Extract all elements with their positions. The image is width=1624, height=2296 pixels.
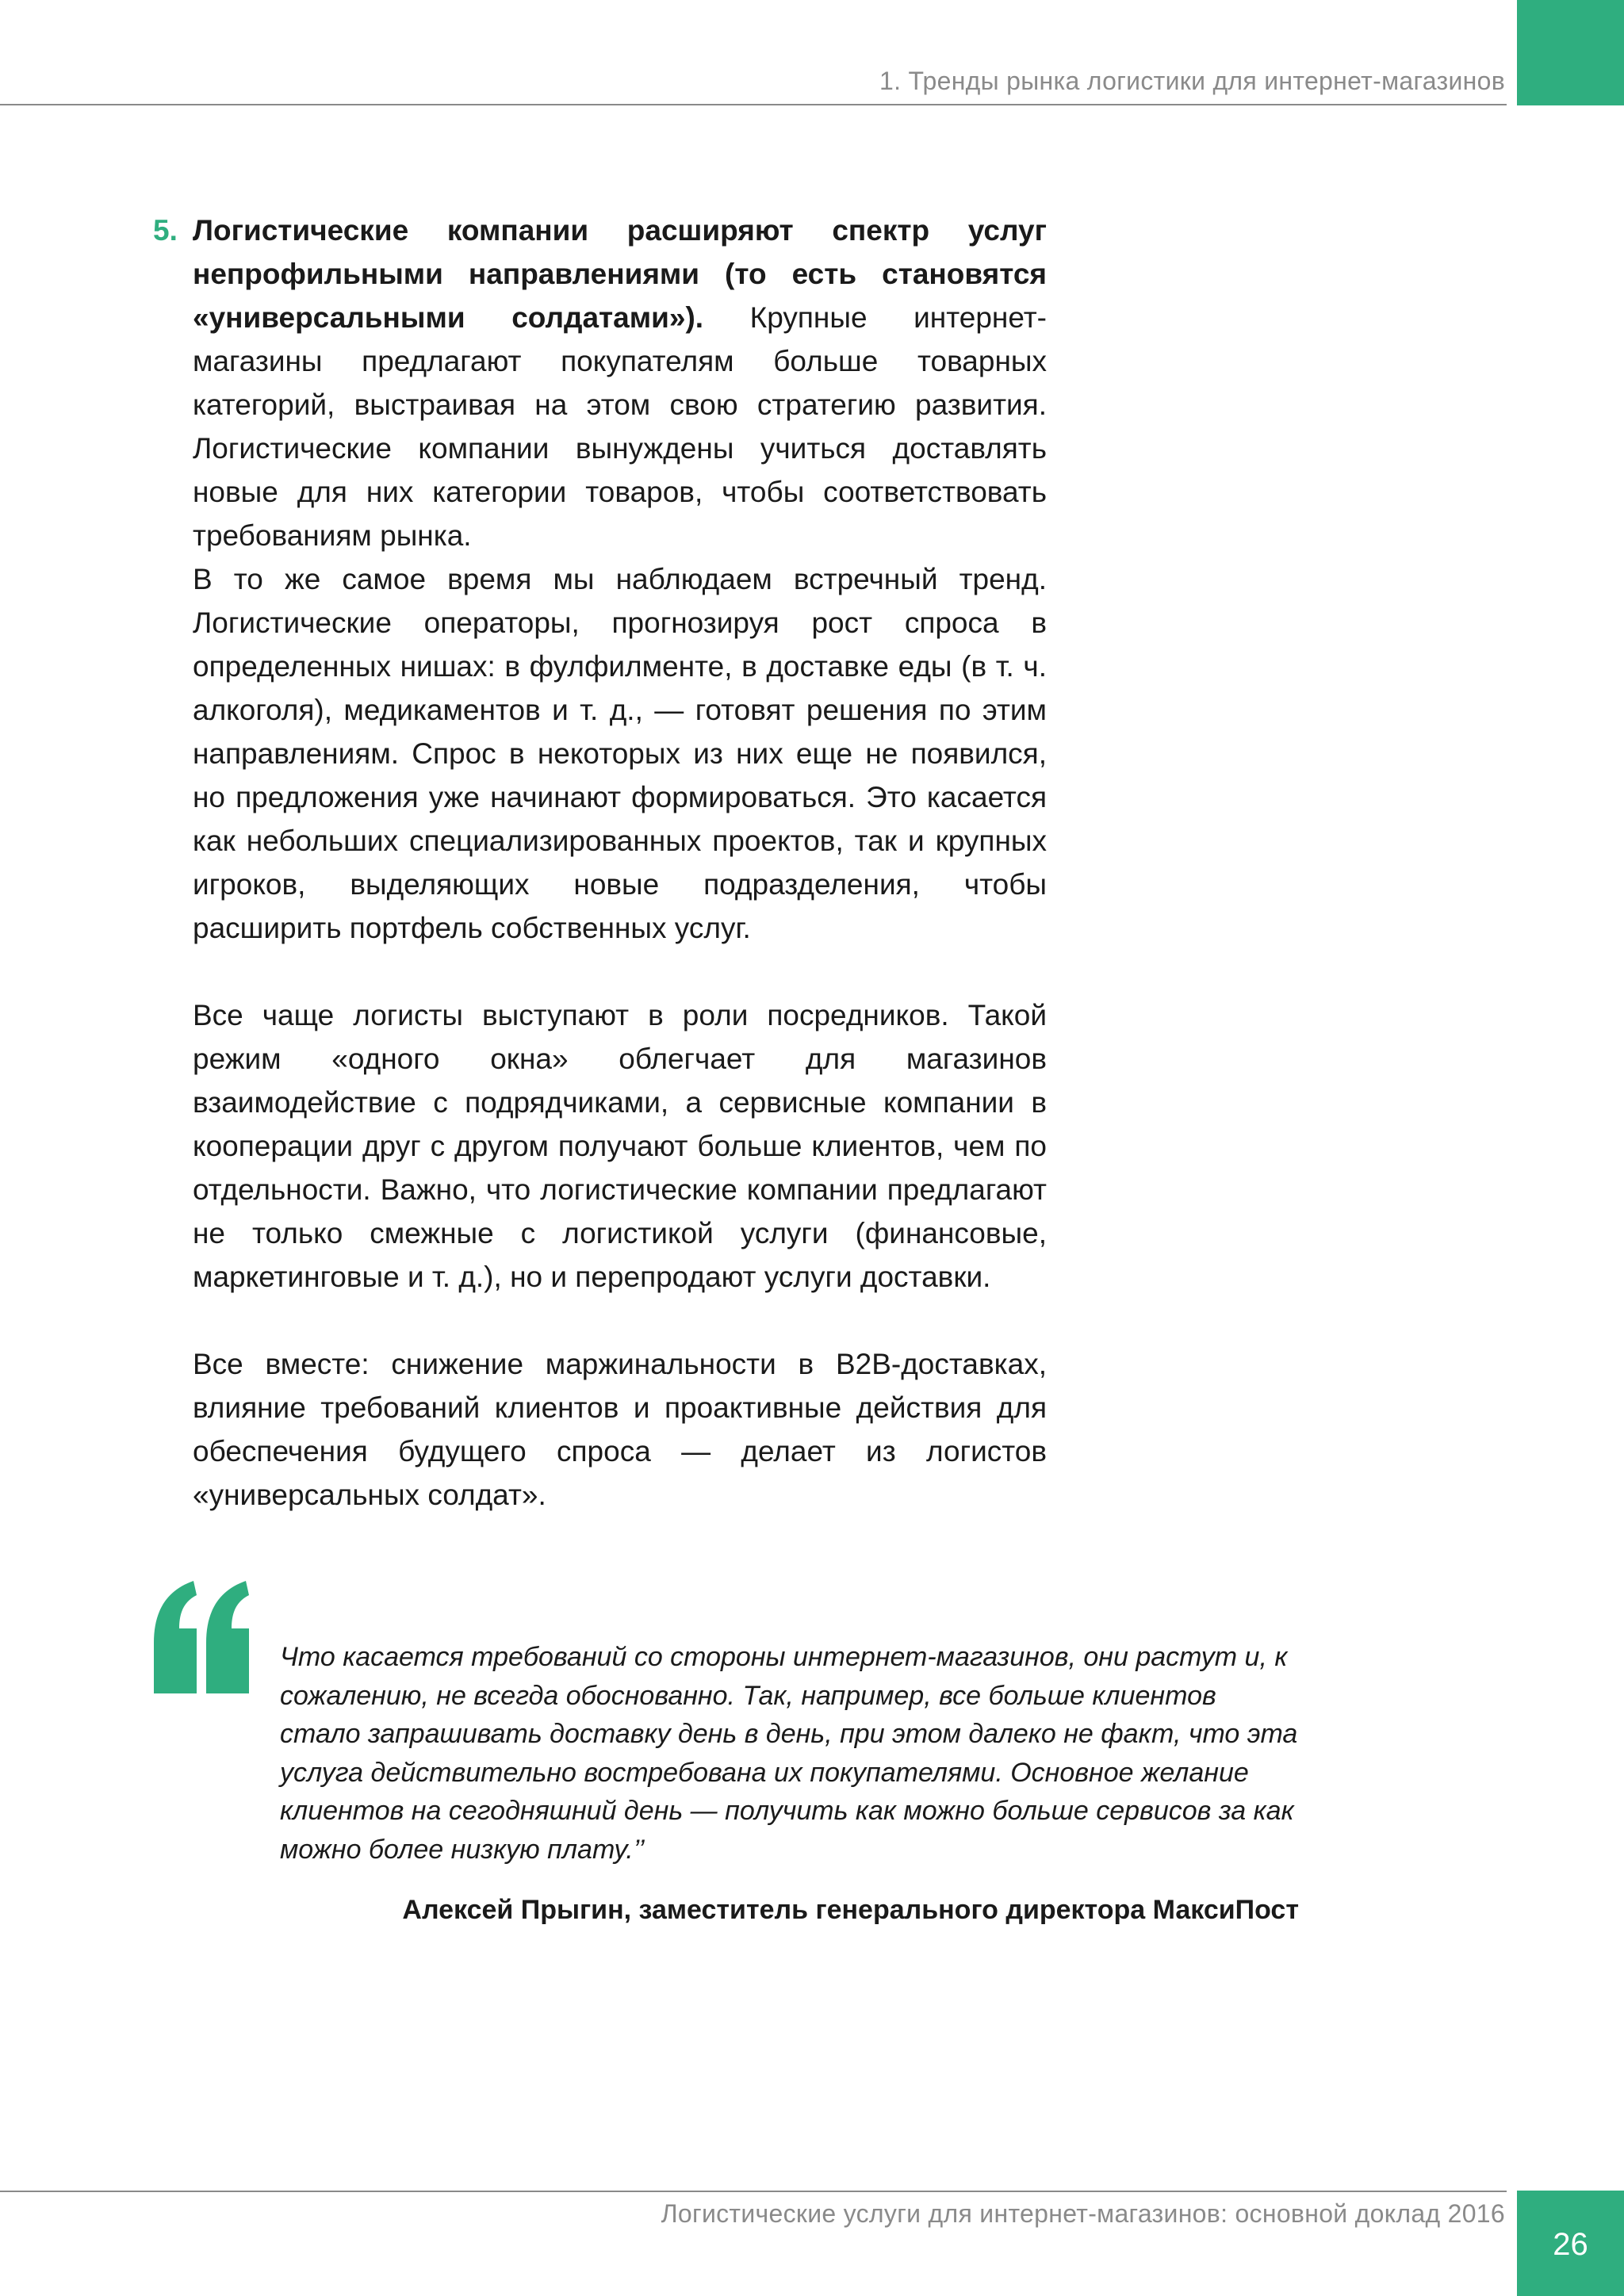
paragraph-summary: Все вместе: снижение маржинальности в B2B-доставках, влияние требований клиентов и проактивные действия для обеспечения будущего спроса — делает из логистов «универсальных солдат». <box>193 1348 1047 1511</box>
paragraph-counter-trend: В то же самое время мы наблюдаем встречный тренд. Логистические операторы, прогнозируя рост спроса в определенных нишах: в фулфилменте, в доставке еды (в т. ч. алкоголя), медикаментов и т. д., — готовят решения по этим направлениям. Спрос в некоторых из них еще не появился, но предложения уже начинают формироваться. Это касается как небольших специализированных проектов, так и крупных игроков, выделяющих новые подразделения, чтобы расширить портфель собственных услуг. <box>193 563 1047 944</box>
list-item-heading: Логистические компании расширяют спектр услуг непрофильными направлениями (то есть становятся «универсальными солдатами»). <box>193 214 1047 334</box>
quote-text: Что касается требований со стороны интернет-магазинов, они растут и, к сожалению, не всегда обоснованно. Так, например, все больше клиентов стало запрашивать доставку день в день, при этом далеко не факт, что эта услуга действительно востребована их покупателями. Основное желание клиентов на сегодняшний день — получить как можно больше сервисов за как можно более низкую плату.’’ <box>280 1642 1298 1865</box>
article-body <box>153 209 1047 1517</box>
footer-divider <box>0 2191 1507 2192</box>
list-item-paragraph <box>193 209 1047 557</box>
header-accent-tab <box>1517 0 1624 105</box>
header-divider <box>0 104 1507 105</box>
list-item-number: 5. <box>153 214 178 247</box>
paragraph-intermediaries: Все чаще логисты выступают в роли посредников. Такой режим «одного окна» облегчает для магазинов взаимодействие с подрядчиками, а сервисные компании в кооперации друг с другом получают больше клиентов, чем по отдельности. Важно, что логистические компании предлагают не только смежные с логистикой услуги (финансовые, маркетинговые и т. д.), но и перепродают услуги доставки. <box>193 999 1047 1293</box>
quote-mark-icon <box>151 1578 254 1697</box>
quote-author: Алексей Прыгин, заместитель генерального директора МаксиПост <box>402 1895 1299 1925</box>
running-footer-report-title: Логистические услуги для интернет-магазинов: основной доклад 2016 <box>661 2199 1505 2228</box>
page-number: 26 <box>1553 2227 1588 2262</box>
running-header-section-title: 1. Тренды рынка логистики для интернет-магазинов <box>879 67 1505 95</box>
footer-accent-tab <box>1517 2191 1624 2296</box>
list-item-text: Крупные интернет-магазины предлагают покупателям больше товарных категорий, выстраивая на этом свою стратегию развития. Логистические компании вынуждены учиться доставлять новые для них категории товаров, чтобы соответствовать требованиям рынка. <box>193 301 1047 552</box>
